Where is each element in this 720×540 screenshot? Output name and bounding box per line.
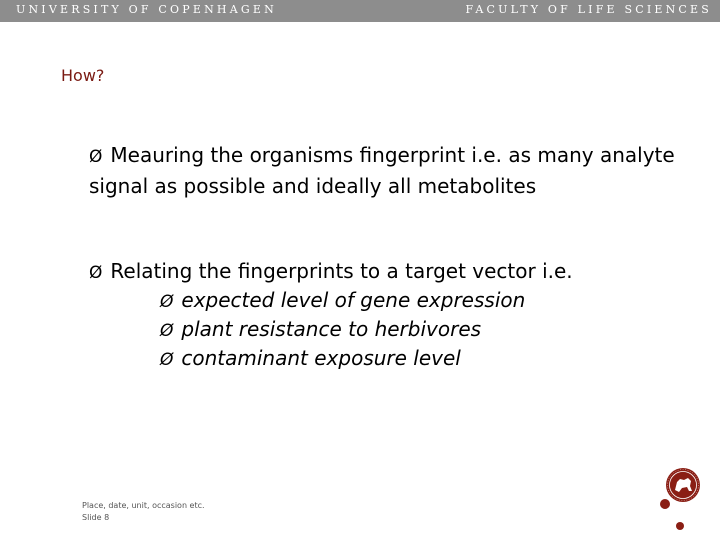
sub-bullet-1-text: expected level of gene expression: [181, 288, 526, 312]
sub-bullet-3-text: contaminant exposure level: [181, 346, 461, 370]
bullet-1-text: Meauring the organisms fingerprint i.e. as many analyte signal as possible and ideally all metabolites: [89, 143, 675, 198]
bullet-arrow-icon: Ø: [160, 321, 174, 341]
bullet-2-text: Relating the fingerprints to a target vector i.e.: [110, 259, 573, 283]
bullet-2: [89, 257, 709, 288]
bullet-1: [89, 141, 689, 201]
sub-bullet-3: [160, 344, 461, 375]
university-name: UNIVERSITY OF COPENHAGEN: [16, 3, 277, 16]
sub-bullet-2: [160, 315, 481, 346]
sub-bullet-2-text: plant resistance to herbivores: [181, 317, 482, 341]
bullet-arrow-icon: Ø: [89, 263, 103, 283]
slide-title: How?: [61, 66, 105, 85]
slide-number: Slide 8: [82, 513, 110, 522]
sub-bullet-1: [160, 286, 525, 317]
faculty-name: FACULTY OF LIFE SCIENCES: [465, 3, 712, 16]
header-bar: [0, 0, 720, 22]
bullet-arrow-icon: Ø: [160, 292, 174, 312]
university-seal-icon: [656, 466, 706, 538]
bullet-arrow-icon: Ø: [160, 350, 174, 370]
bullet-arrow-icon: Ø: [89, 147, 103, 167]
slide-footer: [82, 500, 205, 524]
footer-occasion: Place, date, unit, occasion etc.: [82, 501, 205, 510]
